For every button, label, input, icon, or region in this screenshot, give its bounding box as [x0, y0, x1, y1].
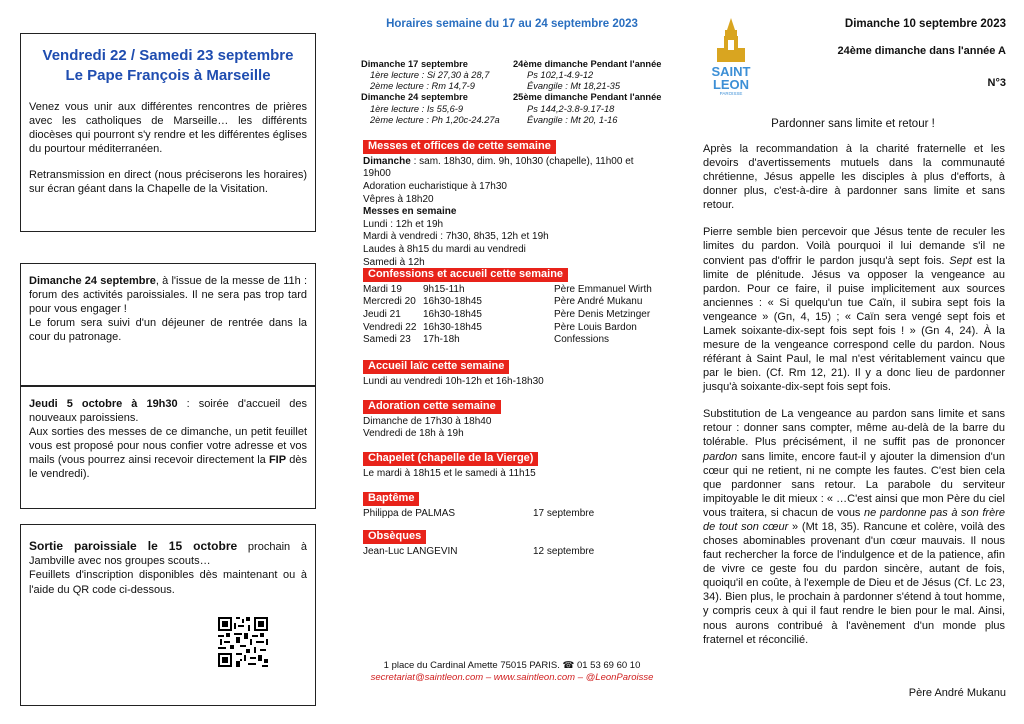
- lecture-reference: Évangile : Mt 20, 1-16: [527, 114, 618, 125]
- obseques-date: 12 septembre: [533, 545, 595, 557]
- lecture-heading: Dimanche 24 septembre: [361, 92, 468, 103]
- confession-day: Jeudi 21: [363, 308, 401, 320]
- editorial-italic: pardon: [703, 450, 738, 463]
- editorial-title: Pardonner sans limite et retour !: [771, 118, 935, 130]
- chapelet-hours: Le mardi à 18h15 et le samedi à 11h15: [363, 467, 536, 479]
- forum-text: [29, 274, 307, 316]
- fip-label: FIP: [268, 454, 287, 467]
- dimanche-label: Dimanche: [363, 155, 411, 167]
- bapteme-date: 17 septembre: [533, 507, 595, 519]
- messes-line: Samedi à 12h: [363, 256, 425, 268]
- event-text-retransmission: Retransmission en direct (nous préciserons les horaires) sur écran géant dans la Chapelle de la Visitation.: [29, 168, 307, 195]
- lecture-reference: Ps 102,1-4.9-12: [527, 70, 594, 81]
- confession-day: Samedi 23: [363, 334, 411, 346]
- messes-line: Lundi : 12h et 19h: [363, 218, 444, 230]
- section-header-obseques: Obsèques: [363, 530, 426, 544]
- issue-date: Dimanche 10 septembre 2023: [844, 18, 1006, 30]
- lecture-reference: Évangile : Mt 18,21-35: [527, 81, 621, 92]
- section-messes: [363, 140, 663, 269]
- editorial-text: [703, 142, 1005, 660]
- confession-who: Confessions: [554, 334, 610, 346]
- dimanche-times: : sam. 18h30, dim. 9h, 10h30 (chapelle), 11h00 et 19h00: [363, 155, 634, 180]
- adoration-line: Dimanche de 17h30 à 18h40: [363, 415, 492, 427]
- event-text: Venez vous unir aux différentes rencontres de prières avec les catholiques de Marseille… les différents diocèses qui pourront s'y rendre et les différentes églises du pourtour méditerranéen.: [29, 100, 307, 155]
- lecture-heading: 24ème dimanche Pendant l'année: [513, 59, 662, 69]
- confession-time: 16h30-18h45: [423, 296, 482, 308]
- lecture-reference: Ps 144,2-3.8-9.17-18: [527, 103, 615, 114]
- accueil-desc: : soirée d'accueil des nouveaux paroissiens.: [29, 398, 307, 425]
- forum-date: Dimanche 24 septembre: [29, 275, 156, 287]
- event-box-sortie: [20, 524, 316, 706]
- confession-time: 16h30-18h45: [423, 321, 482, 333]
- sortie-date: Sortie paroissiale le 15 octobre: [29, 539, 238, 553]
- accueil-text2: [29, 425, 307, 481]
- editorial-span: Substitution de La vengeance au pardon sans limite et sans retour : donner sans compter, même au-delà de la barre du tolérable. Plus précisément, il ne suffit pas de prononcer: [703, 408, 1005, 449]
- bapteme-name: Philippa de PALMAS: [363, 507, 456, 519]
- confession-who: Père Denis Metzinger: [554, 308, 651, 320]
- section-header-messes: Messes et offices de cette semaine: [363, 140, 556, 154]
- liturgical-sunday: 24ème dimanche dans l'année A: [837, 45, 1006, 57]
- qr-code-icon[interactable]: [218, 617, 268, 667]
- forum-desc: , à l'issue de la messe de 11h : forum des activités paroissiales. Il ne sera pas trop tard pour vous engager !: [29, 275, 307, 316]
- accueil-hours: Lundi au vendredi 10h-12h et 16h-18h30: [363, 375, 544, 387]
- messes-line: Laudes à 8h15 du mardi au vendredi: [363, 243, 526, 255]
- section-header-accueil: Accueil laïc cette semaine: [363, 360, 509, 374]
- section-accueil-laic: [363, 360, 663, 388]
- editorial-paragraph: Après la recommandation à la charité fraternelle et les devoirs d'avertissements mutuels dans la communauté chrétienne, Jésus appelle les disciples à plus d'efforts, à donner plus, c'est-à-dire à pardonner sans limite et sans retour.: [703, 143, 1005, 212]
- messes-line: Vêpres à 18h20: [363, 193, 434, 205]
- editorial-span: » (Mt 18, 35). Rancune et colère, voilà des choses abominables provenant d'un cœur mauvais. Il nous faut rechercher la force de l'indulgence et de la patience, afin de vivre ce geste fou du pardon sincère, autant de fois, quoiqu'il en coûte, à l'exemple de Dieu et de Jésus (Cf. Lc 23, 34). Bien plus, le prochain à pardonner s'étend à tout homme, y compris ceux à qui il faut rendre le bien pour le mal. Ainsi, nous aurons contribué à l'avènement d'un monde plus fraternel et réconcilié.: [703, 520, 1005, 646]
- lectures-left: [361, 59, 511, 126]
- editorial-span: Pierre semble bien percevoir que Jésus tente de reculer les limites du pardon. Voilà pourquoi il lui demande s'il ne convient pas d'offrir le pardon jusqu'à sept fois.: [703, 226, 1005, 267]
- confession-row: [363, 322, 663, 335]
- parish-contact-links[interactable]: secretariat@saintleon.com – www.saintleon.com – @LeonParoisse: [370, 672, 654, 683]
- accueil-desc2: Aux sorties des messes de ce dimanche, un petit feuillet vous est proposé pour nous confier votre adresse et vos mails (vous pourrez ainsi recevoir directement la: [29, 426, 307, 467]
- sortie-desc: prochain à Jambville avec nos groupes scouts…: [29, 541, 307, 568]
- editorial-span: est la limite de plénitude. Jésus va opposer la vengeance au pardon. Pour ce faire, il puise implicitement aux sources anciennes : « Si quelqu'un tue Caïn, il subira sept fois la vengeance » (Gn, 4, 15) ; « Caïn sera vengé sept fois et Lamek soixante-dix-sept fois sept fois ! » (Gn 4, 24). À la mesure de la vengeance correspond celle du pardon. Nous référant à Saint Paul, le mal n'est véritablement vaincu que par le bien. (Cf. Rm 12, 21). Il y a donc lieu de pardonner jusqu'à soixante-dix-sept fois sept fois.: [703, 254, 1005, 394]
- obseques-name: Jean-Luc LANGEVIN: [363, 545, 458, 557]
- lecture-reference: 2ème lecture : Rm 14,7-9: [370, 81, 475, 92]
- logo-text-saint: SAINT: [711, 64, 751, 79]
- confession-day: Mercredi 20: [363, 296, 416, 308]
- logo-text-leon: LEON: [712, 77, 750, 92]
- section-header-adoration: Adoration cette semaine: [363, 400, 501, 414]
- confessions-table: [363, 282, 663, 347]
- lecture-heading: Dimanche 17 septembre: [361, 59, 468, 69]
- section-adoration: [363, 400, 663, 441]
- section-header-bapteme: Baptême: [363, 492, 419, 506]
- event-title-line2: Le Pape François à Marseille: [65, 66, 271, 84]
- lecture-reference: 2ème lecture : Ph 1,20c-24.27a: [370, 114, 500, 125]
- editorial-italic: ne pardonne pas à son frère de tout son cœur: [703, 506, 1005, 533]
- confession-who: Père Emmanuel Wirth: [554, 283, 652, 295]
- section-obseques: [363, 530, 663, 558]
- editorial-paragraph: [703, 225, 1005, 394]
- event-box-accueil: [20, 386, 316, 509]
- messes-semaine-label: Messes en semaine: [363, 206, 457, 218]
- editorial-span: sans limite, encore faut-il y ajouter la dimension d'un cœur qui ne retient, ni ne compte les fautes. C'est bien cela que pardonner sans retour. La parabole du serviteur impitoyable le dit mieux : « …C'est ainsi que mon Père du ciel vous traitera, si chacun de vous: [703, 450, 1005, 519]
- section-chapelet: [363, 452, 663, 480]
- signature: Père André Mukanu: [908, 687, 1006, 699]
- sortie-text: [29, 539, 307, 568]
- horaires-title: Horaires semaine du 17 au 24 septembre 2023: [386, 18, 638, 30]
- parish-address: 1 place du Cardinal Amette 75015 PARIS. ☎ 01 53 69 60 10: [383, 660, 641, 671]
- messes-dimanche: [363, 156, 663, 181]
- editorial-paragraph: [703, 407, 1005, 646]
- lecture-reference: 1ère lecture : Is 55,6-9: [370, 103, 464, 114]
- lecture-reference: 1ère lecture : Si 27,30 à 28,7: [370, 70, 490, 81]
- confession-time: 17h-18h: [423, 334, 460, 346]
- sortie-text2: Feuillets d'inscription disponibles dès maintenant ou à l'aide du QR code ci-dessous.: [29, 569, 307, 596]
- confession-time: 9h15-11h: [423, 283, 465, 295]
- confession-who: Père Louis Bardon: [554, 321, 637, 333]
- section-header-chapelet: Chapelet (chapelle de la Vierge): [363, 452, 538, 466]
- forum-text2: Le forum sera suivi d'un déjeuner de rentrée dans la cour du patronage.: [29, 317, 307, 344]
- editorial-italic: Sept: [949, 254, 972, 267]
- issue-number: N°3: [987, 77, 1006, 89]
- confession-time: 16h30-18h45: [423, 308, 482, 320]
- event-title: [29, 46, 307, 86]
- lectures-right: [513, 59, 673, 126]
- saint-leon-logo: [703, 16, 759, 96]
- messes-line: Adoration eucharistique à 17h30: [363, 180, 507, 192]
- section-confessions: [363, 268, 663, 347]
- confession-row: [363, 296, 663, 309]
- confession-row: [363, 284, 663, 297]
- lecture-heading: 25ème dimanche Pendant l'année: [513, 92, 662, 103]
- event-box-forum: [20, 263, 316, 386]
- adoration-line: Vendredi de 18h à 19h: [363, 428, 464, 440]
- event-box-pape: [20, 33, 316, 232]
- confession-day: Vendredi 22: [363, 321, 417, 333]
- event-title-line1: Vendredi 22 / Samedi 23 septembre: [42, 47, 294, 64]
- accueil-date: Jeudi 5 octobre à 19h30: [29, 398, 178, 410]
- confession-row: [363, 309, 663, 322]
- accueil-desc3: dès le vendredi).: [29, 454, 307, 481]
- confession-day: Mardi 19: [363, 283, 402, 295]
- confession-row: [363, 334, 663, 347]
- confession-who: Père André Mukanu: [554, 296, 643, 308]
- section-bapteme: [363, 492, 663, 520]
- logo-text-paroisse: PAROISSE: [719, 91, 743, 96]
- accueil-text: [29, 397, 307, 425]
- section-header-confessions: Confessions et accueil cette semaine: [363, 268, 568, 282]
- messes-line: Mardi à vendredi : 7h30, 8h35, 12h et 19h: [363, 231, 549, 243]
